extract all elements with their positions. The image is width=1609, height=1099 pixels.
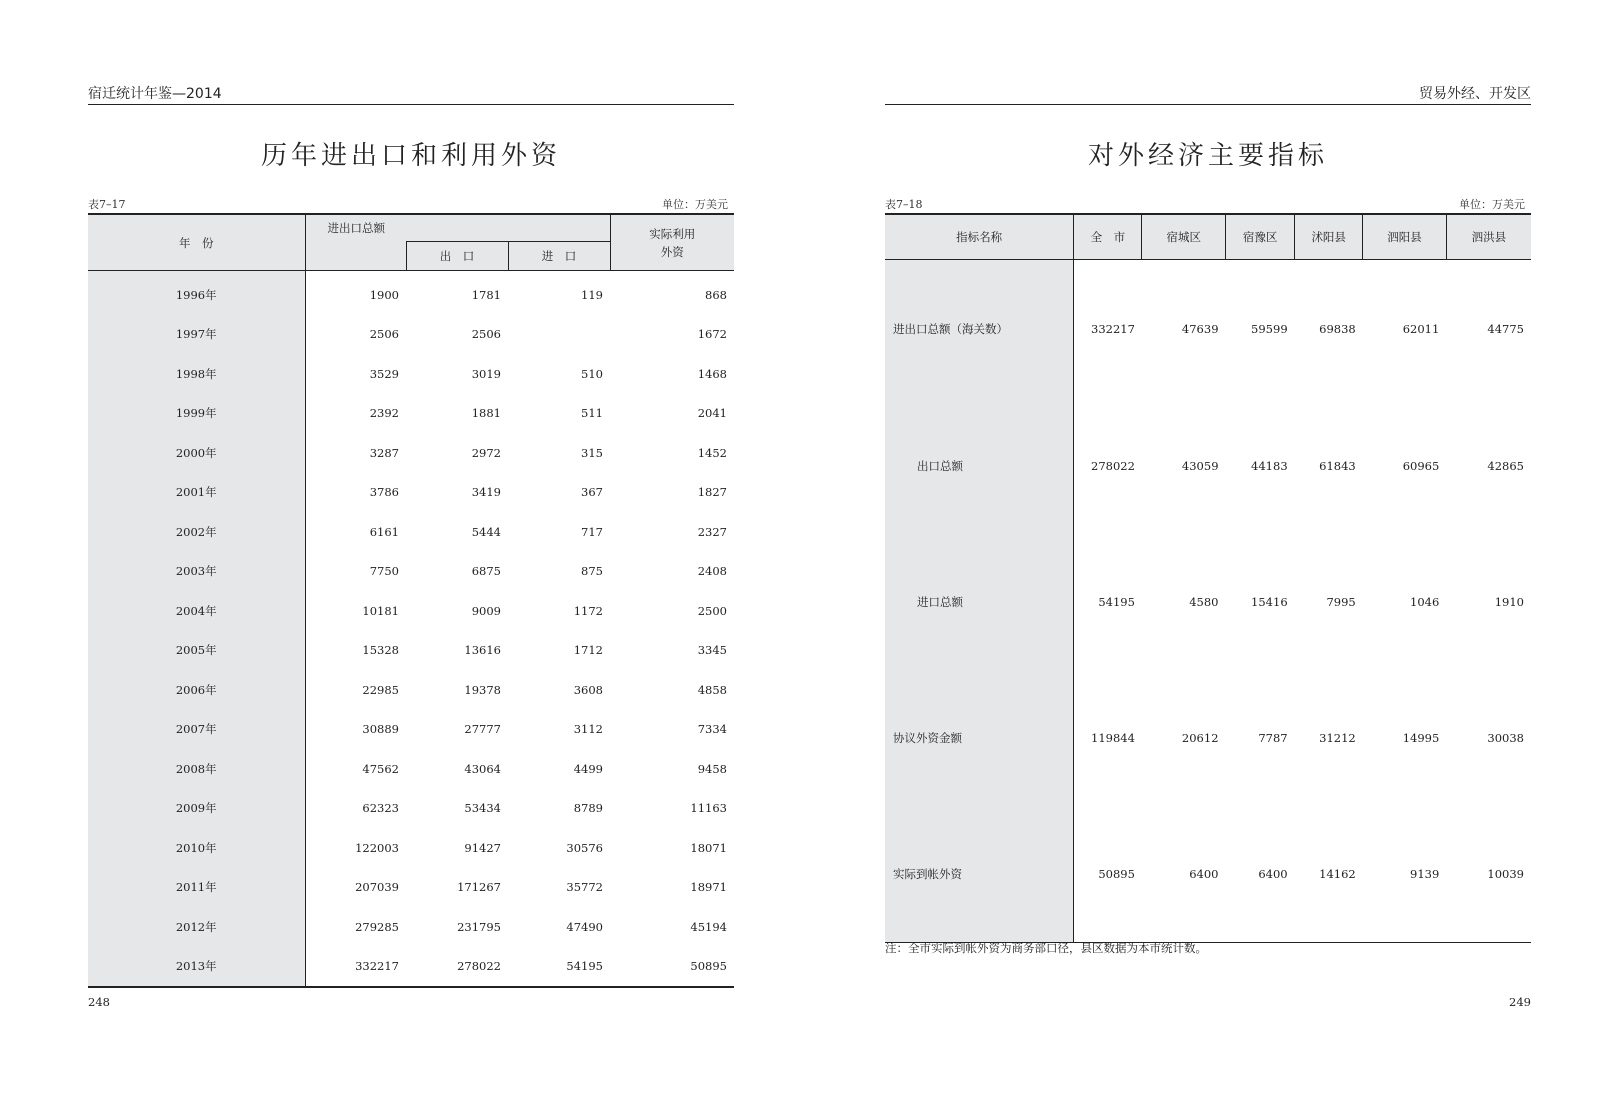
import-cell: 511 — [581, 406, 603, 421]
header-fdi: 实际利用 外资 — [610, 214, 734, 271]
header-total: 进出口总额 — [305, 214, 406, 242]
table-meta-left — [88, 196, 734, 212]
import-cell: 54195 — [508, 947, 610, 988]
value-cell: 44183 — [1251, 459, 1288, 473]
fdi-cell: 3345 — [697, 643, 727, 658]
header-year: 年 份 — [88, 214, 305, 271]
header-region: 全 市 — [1074, 214, 1142, 260]
value-cell: 20612 — [1181, 731, 1219, 745]
fdi-cell: 2041 — [697, 406, 727, 421]
value-cell: 60965 — [1402, 459, 1440, 473]
export-cell: 91427 — [464, 840, 501, 855]
table-row — [885, 806, 1531, 943]
trade-history-table — [88, 213, 734, 988]
total-cell: 22985 — [362, 682, 399, 697]
import-cell: 4499 — [573, 761, 603, 776]
page-title-left: 历年进出口和利用外资 — [260, 141, 561, 171]
header-region: 宿豫区 — [1226, 214, 1295, 260]
year-cell: 2010年 — [88, 828, 305, 868]
table-row — [88, 789, 734, 829]
value-cell: 43059 — [1181, 459, 1219, 473]
import-cell: 47490 — [566, 919, 603, 934]
value-cell: 14995 — [1402, 731, 1440, 745]
total-cell: 7750 — [369, 564, 399, 579]
value-cell: 119844 — [1091, 731, 1135, 745]
year-cell: 2004年 — [88, 591, 305, 631]
import-cell: 315 — [581, 445, 603, 460]
fdi-cell: 7334 — [697, 722, 727, 737]
table-row — [88, 433, 734, 473]
table-row — [88, 828, 734, 868]
total-cell: 3287 — [369, 445, 399, 460]
header-region: 泗洪县 — [1446, 214, 1531, 260]
export-cell: 278022 — [406, 947, 508, 988]
fdi-cell: 2500 — [697, 603, 727, 618]
table-number: 表7–17 — [88, 198, 126, 211]
import-cell: 875 — [581, 564, 603, 579]
table-row — [88, 631, 734, 671]
value-cell: 15416 — [1251, 595, 1288, 609]
fdi-cell: 9458 — [697, 761, 727, 776]
export-cell: 5444 — [471, 524, 501, 539]
right-page — [804, 0, 1609, 1099]
value-cell: 42865 — [1487, 459, 1524, 473]
total-cell: 10181 — [362, 603, 399, 618]
total-cell: 3529 — [369, 366, 399, 381]
year-cell: 2012年 — [88, 907, 305, 947]
value-cell: 4580 — [1189, 595, 1219, 609]
import-cell: 35772 — [566, 880, 603, 895]
value-cell: 31212 — [1319, 731, 1356, 745]
export-cell: 3019 — [471, 366, 501, 381]
year-cell: 2001年 — [88, 473, 305, 513]
import-cell: 8789 — [573, 801, 603, 816]
year-cell: 2006年 — [88, 670, 305, 710]
trade-history-body — [88, 271, 734, 988]
total-cell: 6161 — [369, 524, 399, 539]
table-meta-right — [885, 196, 1531, 212]
table-row — [885, 260, 1531, 399]
fdi-cell: 45194 — [690, 919, 727, 934]
fdi-cell: 2408 — [697, 564, 727, 579]
fdi-cell: 1827 — [697, 485, 727, 500]
total-cell: 279285 — [355, 919, 399, 934]
export-cell: 1881 — [471, 406, 501, 421]
table-row — [88, 394, 734, 434]
import-cell: 3112 — [573, 722, 603, 737]
page-number-left: 248 — [88, 995, 110, 1009]
year-cell: 2008年 — [88, 749, 305, 789]
header-region: 沭阳县 — [1295, 214, 1363, 260]
import-cell: 367 — [581, 485, 603, 500]
table-row — [88, 907, 734, 947]
table-row — [88, 749, 734, 789]
value-cell: 59599 — [1251, 322, 1288, 336]
year-cell: 2013年 — [88, 947, 305, 988]
table-unit: 单位：万美元 — [1459, 198, 1525, 211]
running-head-right: 贸易外经、开发区 — [885, 84, 1531, 105]
export-cell: 9009 — [471, 603, 501, 618]
year-cell: 2005年 — [88, 631, 305, 671]
import-cell: 510 — [581, 366, 603, 381]
table-row — [88, 512, 734, 552]
import-cell — [508, 315, 610, 355]
total-cell: 2392 — [369, 406, 399, 421]
table-note: 注：全市实际到帐外资为商务部口径，县区数据为本市统计数。 — [885, 941, 1207, 955]
value-cell: 9139 — [1363, 806, 1447, 943]
table-row — [88, 868, 734, 908]
table-row — [885, 534, 1531, 670]
value-cell: 1046 — [1410, 595, 1440, 609]
total-cell: 30889 — [362, 722, 399, 737]
fdi-cell: 1468 — [697, 366, 727, 381]
export-cell: 3419 — [471, 485, 501, 500]
year-cell: 2007年 — [88, 710, 305, 750]
year-cell: 1999年 — [88, 394, 305, 434]
import-cell: 30576 — [566, 840, 603, 855]
table-row — [88, 710, 734, 750]
year-cell: 2003年 — [88, 552, 305, 592]
year-cell: 1996年 — [88, 271, 305, 315]
header-region: 宿城区 — [1142, 214, 1226, 260]
export-cell: 171267 — [457, 880, 501, 895]
foreign-economy-header-row — [885, 214, 1531, 260]
total-cell: 62323 — [362, 801, 399, 816]
fdi-cell: 18971 — [690, 880, 727, 895]
indicator-name-cell: 出口总额 — [885, 398, 1074, 534]
export-cell: 2506 — [471, 327, 501, 342]
value-cell: 47639 — [1181, 322, 1219, 336]
year-cell: 1997年 — [88, 315, 305, 355]
total-cell: 3786 — [369, 485, 399, 500]
table-row — [885, 398, 1531, 534]
total-cell: 332217 — [305, 947, 406, 988]
fdi-cell: 1672 — [697, 327, 727, 342]
value-cell: 69838 — [1319, 322, 1356, 336]
foreign-economy-table — [885, 213, 1531, 943]
import-cell: 1712 — [573, 643, 603, 658]
page-title-right: 对外经济主要指标 — [1087, 141, 1328, 171]
value-cell: 54195 — [1098, 595, 1135, 609]
header-import: 进 口 — [508, 242, 610, 271]
year-cell: 2011年 — [88, 868, 305, 908]
value-cell: 62011 — [1402, 322, 1440, 336]
value-cell: 30038 — [1487, 731, 1524, 745]
indicator-name-cell: 实际到帐外资 — [885, 806, 1074, 943]
year-cell: 2009年 — [88, 789, 305, 829]
value-cell: 1910 — [1494, 595, 1524, 609]
total-cell: 15328 — [362, 643, 399, 658]
export-cell: 2972 — [471, 445, 501, 460]
export-cell: 1781 — [471, 287, 501, 302]
value-cell: 10039 — [1446, 806, 1531, 943]
value-cell: 61843 — [1319, 459, 1356, 473]
total-cell: 47562 — [362, 761, 399, 776]
total-cell: 122003 — [355, 840, 399, 855]
export-cell: 13616 — [464, 643, 501, 658]
table-row — [88, 271, 734, 315]
value-cell: 50895 — [1074, 806, 1142, 943]
export-cell: 43064 — [464, 761, 501, 776]
table-unit: 单位：万美元 — [662, 198, 728, 211]
import-cell: 3608 — [573, 682, 603, 697]
fdi-cell: 11163 — [690, 801, 727, 816]
left-page — [0, 0, 804, 1099]
value-cell: 7787 — [1258, 731, 1288, 745]
value-cell: 44775 — [1487, 322, 1524, 336]
header-region: 泗阳县 — [1363, 214, 1447, 260]
table-row — [88, 552, 734, 592]
value-cell: 7995 — [1326, 595, 1356, 609]
table-row — [88, 354, 734, 394]
import-cell: 119 — [581, 287, 603, 302]
table-number: 表7–18 — [885, 198, 923, 211]
table-row — [88, 591, 734, 631]
indicator-name-cell: 进出口总额（海关数） — [885, 260, 1074, 399]
table-row — [88, 473, 734, 513]
export-cell: 53434 — [464, 801, 501, 816]
value-cell: 278022 — [1091, 459, 1135, 473]
total-cell: 2506 — [369, 327, 399, 342]
table-row — [88, 670, 734, 710]
value-cell: 14162 — [1295, 806, 1363, 943]
total-cell: 207039 — [355, 880, 399, 895]
fdi-cell: 18071 — [690, 840, 727, 855]
export-cell: 231795 — [457, 919, 501, 934]
export-cell: 27777 — [464, 722, 501, 737]
export-cell: 6875 — [471, 564, 501, 579]
year-cell: 1998年 — [88, 354, 305, 394]
import-cell: 717 — [581, 524, 603, 539]
fdi-cell: 1452 — [697, 445, 727, 460]
foreign-economy-body — [885, 260, 1531, 943]
value-cell: 332217 — [1091, 322, 1135, 336]
year-cell: 2000年 — [88, 433, 305, 473]
total-cell: 1900 — [369, 287, 399, 302]
header-export: 出 口 — [406, 242, 508, 271]
running-head-left: 宿迁统计年鉴—2014 — [88, 84, 734, 105]
page-number-right: 249 — [1509, 995, 1531, 1009]
value-cell: 6400 — [1142, 806, 1226, 943]
year-cell: 2002年 — [88, 512, 305, 552]
value-cell: 6400 — [1226, 806, 1295, 943]
indicator-name-cell: 进口总额 — [885, 534, 1074, 670]
table-row — [885, 670, 1531, 806]
table-row — [88, 315, 734, 355]
header-indicator: 指标名称 — [885, 214, 1074, 260]
fdi-cell: 4858 — [697, 682, 727, 697]
table-row — [88, 947, 734, 988]
fdi-cell: 50895 — [610, 947, 734, 988]
import-cell: 1172 — [573, 603, 603, 618]
fdi-cell: 2327 — [697, 524, 727, 539]
fdi-cell: 868 — [705, 287, 727, 302]
indicator-name-cell: 协议外资金额 — [885, 670, 1074, 806]
export-cell: 19378 — [464, 682, 501, 697]
